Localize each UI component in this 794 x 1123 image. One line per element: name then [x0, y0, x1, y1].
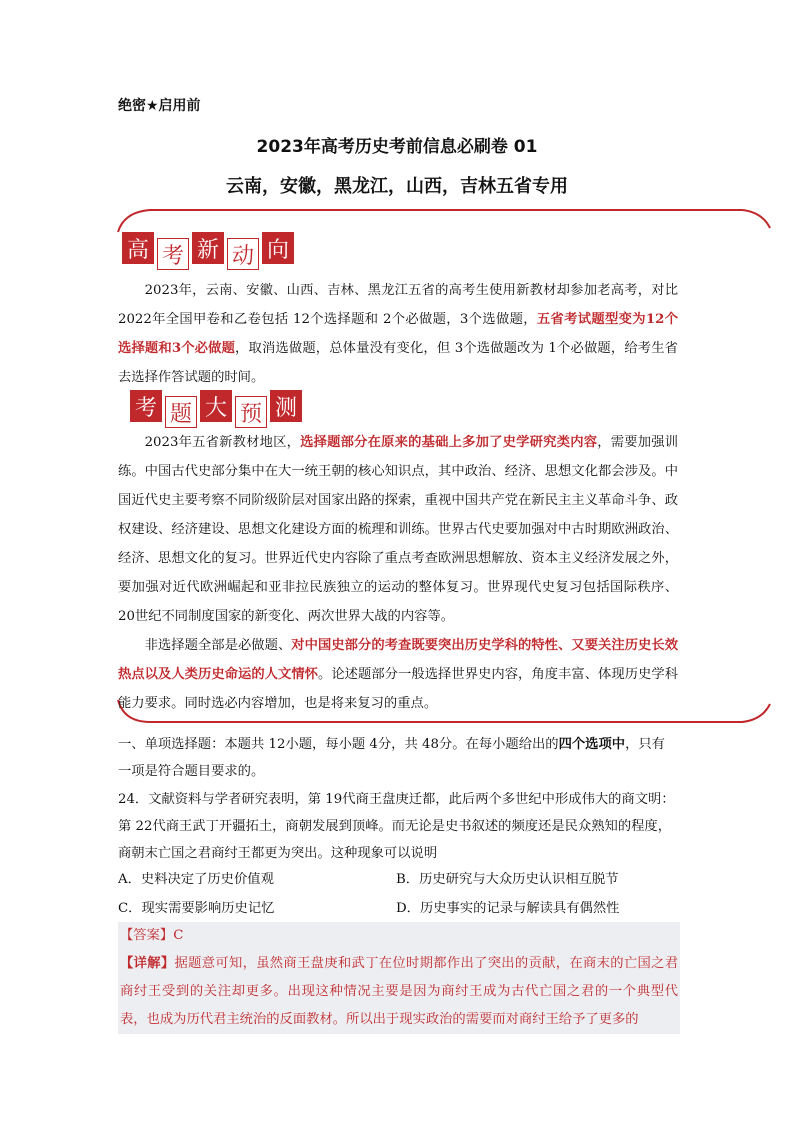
banner-char: 大 [200, 390, 232, 422]
section2-paragraph-2 [118, 631, 678, 718]
text-run: 。论述题部分一般选择世界史内容，角度丰富、体现历史学科能力要求。同时选必内容增加，也是将来复习的重点。 [118, 667, 679, 711]
page-subtitle: 云南，安徽，黑龙江，山西，吉林五省专用 [226, 176, 568, 197]
banner-char: 题 [165, 396, 197, 428]
banner-char: 测 [270, 390, 302, 422]
option-c[interactable]: C．现实需要影响历史记忆 [118, 901, 275, 916]
banner-char: 动 [227, 238, 259, 270]
option-d[interactable]: D．历史事实的记录与解读具有偶然性 [396, 901, 620, 916]
question-instruction [118, 731, 678, 785]
answer-label: 【答案】 [120, 928, 174, 943]
banner-char: 考 [130, 390, 162, 422]
question-24-options [118, 868, 678, 924]
frame-top-curve [118, 210, 770, 232]
highlight-text: 对中国史部分的考查既要突出历史学科的特性、又要关注历史长效热点以及人类历史命运的人文情怀 [118, 638, 679, 682]
banner-char: 考 [157, 238, 189, 270]
option-b[interactable]: B．历史研究与大众历史认识相互脱节 [396, 872, 619, 887]
answer-line [120, 922, 678, 950]
text-run: ，只有一项是符合题目要求的。 [118, 737, 665, 779]
section2-paragraph-1 [118, 428, 678, 631]
banner-char: 向 [262, 232, 294, 264]
text-run: 2023年五省新教材地区， [144, 435, 301, 450]
option-a[interactable]: A．史料决定了历史价值观 [118, 872, 274, 887]
text-run: ，需要加强训练。中国古代史部分集中在大一统王朝的核心知识点，其中政治、经济、思想文化都会涉及。中国近代史主要考察不同阶级阶层对国家出路的探索，重视中国共产党在新民主主义革命斗争、政权建设、经济建设、思想文化建设方面的梳理和训练。世界古代史要加强对中古时期欧洲政治、经济、思想文化的复习。世界近代史内容除了重点考查欧洲思想解放、资本主义经济发展之外，要加强对近代欧洲崛起和亚非拉民族独立的运动的整体复习。世界现代史复习包括国际秩序、20世纪不同制度国家的新变化、两次世界大战的内容等。 [118, 435, 679, 624]
banner-char: 新 [192, 232, 224, 264]
question-24-stem: 24．文献资料与学者研究表明，第 19代商王盘庚迁都，此后两个多世纪中形成伟大的商文明：第 22代商王武丁开疆拓土，商朝发展到顶峰。而无论是史书叙述的频度还是民众熟知的程度，商朝末亡国之君商纣王都更为突出。这种现象可以说明 [118, 792, 675, 861]
text-run: 2023年，云南、安徽、山西、吉林、黑龙江五省的高考生使用新教材却参加老高考，对比 2022年全国甲卷和乙卷包括 12个选择题和 2个必做题，3个选做题， [118, 283, 678, 327]
section2-text [118, 428, 678, 718]
detail-text: 据题意可知，虽然商王盘庚和武丁在位时期都作出了突出的贡献，在商末的亡国之君商纣王受到的关注却更多。出现这种情况主要是因为商纣王成为古代亡国之君的一个典型代表，也成为历代君主统治的反面教材。所以出于现实政治的需要而对商纣王给予了更多的 [120, 956, 679, 1027]
banner-char: 预 [235, 396, 267, 428]
banner-kaoti-dayuce [130, 390, 302, 428]
text-run: 一、单项选择题：本题共 12小题，每小题 4分，共 48分。在每小题给出的 [118, 737, 559, 752]
banner-gaokao-xindongxiang [122, 232, 294, 270]
page-title: 2023年高考历史考前信息必刷卷 01 [256, 137, 538, 157]
bold-text: 四个选项中 [558, 737, 626, 752]
answer-value: C [173, 928, 184, 943]
banner-char: 高 [122, 232, 154, 264]
section1-paragraph [118, 276, 678, 392]
text-run: 非选择题全部是必做题、 [144, 638, 292, 653]
confidential-label: 绝密★启用前 [118, 98, 201, 114]
highlight-text: 选择题部分在原来的基础上多加了史学研究类内容 [300, 435, 598, 450]
answer-detail-box [118, 922, 680, 1034]
section1-text [118, 276, 678, 392]
text-run: ，取消选做题，总体量没有变化，但 3个选做题改为 1个必做题，给考生省去选择作答试题的时间。 [118, 341, 678, 385]
detail-line [120, 950, 678, 1034]
detail-label: 【详解】 [120, 956, 175, 971]
highlight-text: 五省考试题型变为12个选择题和3个必做题 [118, 312, 678, 356]
